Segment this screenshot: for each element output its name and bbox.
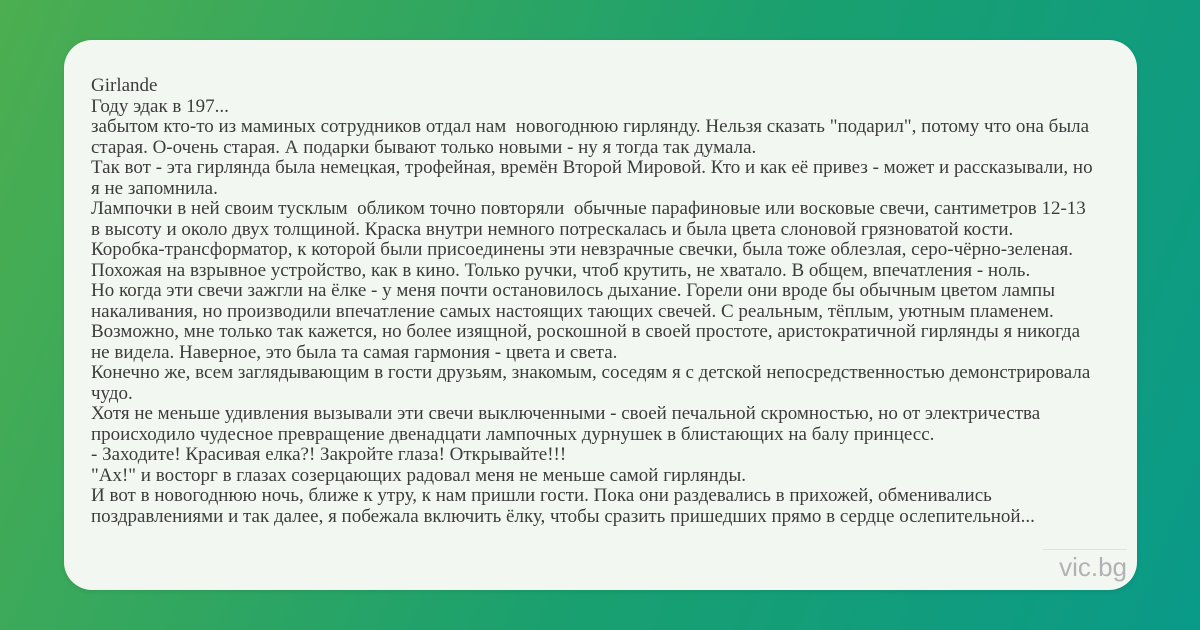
story-paragraph: Коробка-трансформатор, к которой были присоединены эти невзрачные свечки, была тоже облезлая, серо-чёрно-зеленая. Похожая на взрывное устройство, как в кино. Только ручки, чтоб крутить, не хватало. В общем, впечатления - ноль. <box>91 239 1078 281</box>
story-paragraph: Возможно, мне только так кажется, но более изящной, роскошной в своей простоте, аристократичной гирлянды я никогда не видела. Наверное, это была та самая гармония - цвета и света. <box>91 321 1085 363</box>
story-paragraph: Так вот - эта гирлянда была немецкая, трофейная, времён Второй Мировой. Кто и как её привез - может и рассказывали, но я не запомнила. <box>91 157 1098 199</box>
story-paragraph: - Заходите! Красивая елка?! Закройте глаза! Открывайте!!! <box>91 444 567 465</box>
story-paragraph: Году эдак в 197... <box>91 95 229 117</box>
story-paragraph: забытом кто-то из маминых сотрудников отдал нам новогоднюю гирлянду. Нельзя сказать "подарил", потому что она была старая. О-очень старая. А подарки бывают только новыми - ну я тогда так думала. <box>91 116 1094 158</box>
story-title: Girlande <box>91 75 158 96</box>
story-paragraphs <box>91 97 1099 528</box>
story-paragraph: И вот в новогоднюю ночь, ближе к утру, к нам пришли гости. Пока они раздевались в прихожей, обменивались поздравлениями и так далее, я побежала включить ёлку, чтобы сразить пришедших прямо в сердце ослепительной... <box>91 485 1035 527</box>
preview-card <box>64 40 1137 590</box>
story-paragraph: Лампочки в ней своим тусклым обликом точно повторяли обычные парафиновые или восковые свечи, сантиметров 12-13 в высоту и около двух толщиной. Краска внутри немного потрескалась и была цвета слоновой грязноватой кости. <box>91 198 1091 240</box>
story-paragraph: Но когда эти свечи зажгли на ёлке - у меня почти остановилось дыхание. Горели они вроде бы обычным цветом лампы накаливания, но производили впечатление самых настоящих тающих свечей. С реальным, тёплым, уютным пламенем. <box>91 280 1060 322</box>
story-text-block <box>91 76 1099 527</box>
watermark-divider <box>1043 549 1127 550</box>
watermark-brand-label: vic.bg <box>1059 552 1127 582</box>
watermark <box>1043 549 1129 580</box>
story-paragraph: Хотя не меньше удивления вызывали эти свечи выключенными - своей печальной скромностью, но от электричества происходило чудесное превращение двенадцати лампочных дурнушек в блистающих на балу принцесс. <box>91 403 1045 445</box>
story-paragraph: "Ах!" и восторг в глазах созерцающих радовал меня не меньше самой гирлянды. <box>91 464 746 486</box>
story-paragraph: Конечно же, всем заглядывающим в гости друзьям, знакомым, соседям я с детской непосредственностью демонстрировала чудо. <box>91 362 1096 404</box>
